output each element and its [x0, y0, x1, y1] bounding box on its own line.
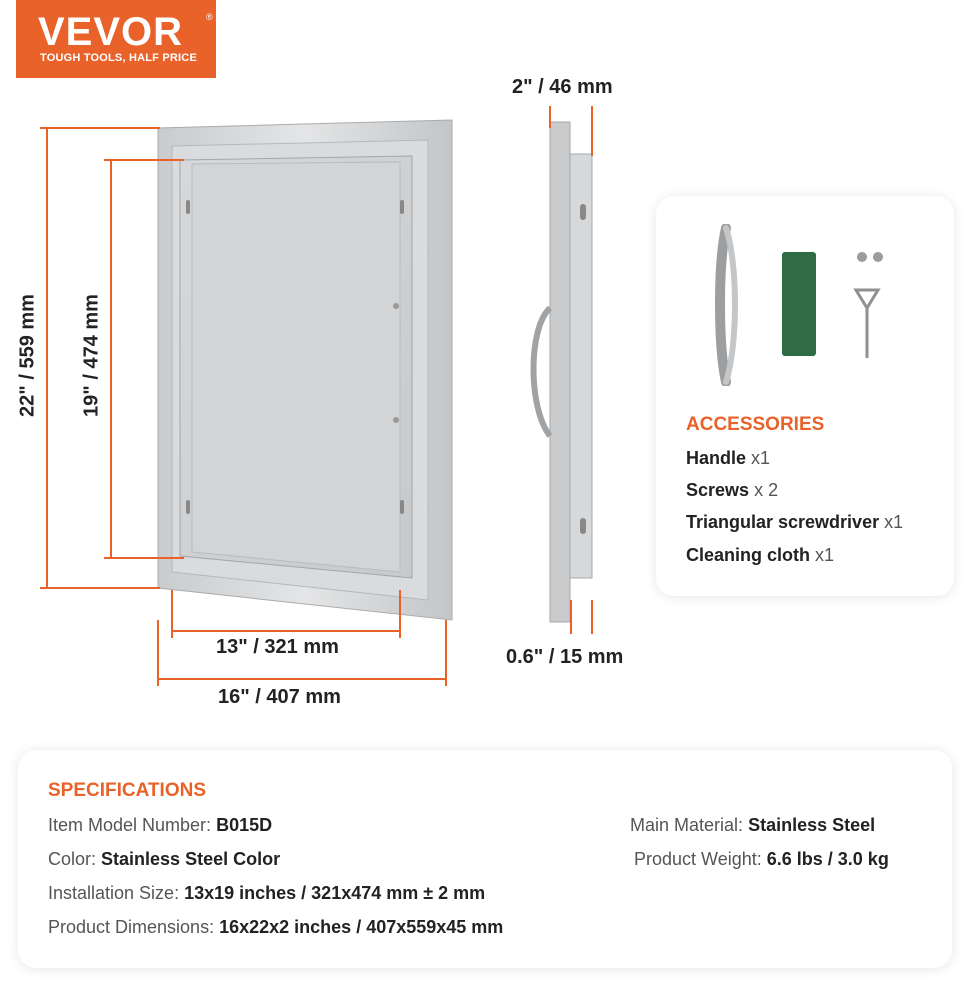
door-front-illustration	[150, 110, 460, 630]
height-inner-dimension-line	[110, 160, 112, 558]
brand-registered-mark: ®	[206, 12, 213, 22]
width-inner-dimension-line	[172, 630, 400, 632]
handle-icon	[712, 224, 748, 386]
brand-tagline: TOUGH TOOLS, HALF PRICE	[40, 52, 197, 64]
spec-installation-size: Installation Size: 13x19 inches / 321x474 mm ± 2 mm	[48, 883, 486, 903]
width-outer-dimension-line	[158, 678, 446, 680]
brand-logo	[16, 0, 216, 78]
width-outer-left-tick	[157, 620, 159, 686]
flange-right-tick	[591, 600, 593, 634]
triangular-screwdriver-icon	[852, 286, 882, 360]
accessory-screws: Screws x 2	[686, 480, 779, 500]
depth-right-tick	[591, 106, 593, 156]
height-inner-top-tick	[104, 159, 184, 161]
width-outer-right-tick	[445, 620, 447, 686]
height-inner-bottom-tick	[104, 557, 184, 559]
depth-left-tick	[549, 106, 551, 128]
width-inner-label: 13" / 321 mm	[216, 636, 339, 658]
height-outer-label: 22" / 559 mm	[16, 294, 39, 417]
door-side-illustration	[528, 118, 598, 626]
height-outer-bottom-tick	[40, 587, 160, 589]
spec-product-weight: Product Weight: 6.6 lbs / 3.0 kg	[634, 849, 889, 869]
spec-product-dimensions: Product Dimensions: 16x22x2 inches / 407x559x45 mm	[48, 917, 504, 937]
accessories-title: ACCESSORIES	[686, 414, 825, 435]
flange-label: 0.6" / 15 mm	[506, 646, 624, 668]
screws-icon	[854, 250, 888, 264]
height-outer-top-tick	[40, 127, 160, 129]
height-outer-dimension-line	[46, 128, 48, 588]
spec-model-number: Item Model Number: B015D	[48, 815, 273, 835]
accessory-handle: Handle x1	[686, 448, 771, 468]
specifications-title: SPECIFICATIONS	[48, 780, 206, 801]
accessory-cleaning-cloth: Cleaning cloth x1	[686, 545, 835, 565]
spec-main-material: Main Material: Stainless Steel	[630, 815, 876, 835]
accessory-screwdriver: Triangular screwdriver x1	[686, 512, 904, 532]
width-inner-left-tick	[171, 590, 173, 638]
cleaning-cloth-icon	[782, 252, 816, 356]
height-inner-label: 19" / 474 mm	[80, 294, 103, 417]
flange-left-tick	[570, 600, 572, 634]
brand-name: VEVOR	[38, 10, 184, 54]
width-inner-right-tick	[399, 590, 401, 638]
spec-color: Color: Stainless Steel Color	[48, 849, 281, 869]
depth-label: 2" / 46 mm	[512, 76, 613, 98]
width-outer-label: 16" / 407 mm	[218, 686, 341, 708]
